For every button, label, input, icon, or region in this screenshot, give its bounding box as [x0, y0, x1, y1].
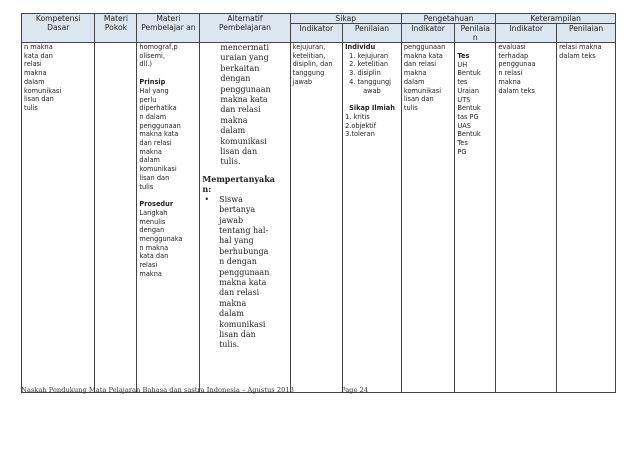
sikap-ilmiah-title: Sikap Ilmiah: [349, 104, 395, 113]
individu-title: Individu: [345, 43, 376, 51]
page-footer: [21, 386, 369, 394]
cell-pengetahuan-indikator: penggunaan makna kata dan relasi makna dalam komunikasi lisan dan tulis: [401, 43, 455, 393]
cell-sikap-indikator: kejujuran, ketelitian, disiplin, dan tanggung jawab: [290, 43, 342, 393]
cell-alternatif-pembelajaran: mencermati uraian yang berkaitan dengan penggunaan makna kata dan relasi makna dalam komunikasi lisan dan tulis. Mempertanyaka n: • Siswa bertanya jawab tentang hal- hal yang berhubunga n dengan penggunaan makna kata dan relasi makna dalam komunikasi lisan dan tulis.: [200, 43, 290, 393]
curriculum-table: [21, 13, 616, 393]
header-keterampilan-indikator: Indikator: [496, 24, 557, 43]
footer-text: Naskah Pendukung Mata Pelajaran Bahasa dan sastra Indonesia – Agustus 2013: [21, 386, 294, 394]
prinsip-title: Prinsip: [139, 78, 166, 87]
header-row-1: [22, 14, 616, 24]
mempertanyakan-title: Mempertanyaka n:: [202, 173, 275, 195]
page-number: Page 24: [341, 386, 369, 394]
header-alternatif-pembelajaran: Alternatif Pembelajaran: [200, 14, 290, 43]
cell-sikap-penilaian: Individu 1. kejujuran 2. ketelitian 3. disiplin 4. tanggungj awab Sikap Ilmiah 1. kritis 2.objektif 3.toleran: [343, 43, 402, 393]
header-sikap-indikator: Indikator: [290, 24, 342, 43]
header-keterampilan-penilaian: Penilaian: [557, 24, 616, 43]
header-materi-pokok: Materi Pokok: [95, 14, 137, 43]
header-keterampilan: Keterampilan: [496, 14, 616, 24]
header-kompetensi-dasar: Kompetensi Dasar: [22, 14, 95, 43]
list-item: • Siswa bertanya jawab tentang hal- hal yang berhubunga n dengan penggunaan makna kata dan relasi makna dalam komunikasi lisan dan tulis.: [204, 194, 270, 350]
header-sikap: Sikap: [290, 14, 401, 24]
prosedur-title: Prosedur: [139, 200, 174, 209]
table-row: [22, 43, 616, 393]
cell-keterampilan-indikator: evaluasi terhadap penggunaa n relasi makna dalam teks: [496, 43, 557, 393]
tes-title: Tes: [457, 52, 470, 60]
header-pengetahuan-penilaian: Penilaia n: [455, 24, 496, 43]
header-sikap-penilaian: Penilaian: [343, 24, 402, 43]
cell-materi-pembelajaran: homograf,p olisemi, dll.) Prinsip Hal yang perlu diperhatika n dalam penggunaan makna kata dan relasi makna dalam komunikasi lisan dan tulis Prosedur Langkah menulis dengan menggunaka n makna kata dan relasi makna: [137, 43, 200, 393]
header-pengetahuan: Pengetahuan: [401, 14, 495, 24]
cell-keterampilan-penilaian: relasi makna dalam teks: [557, 43, 616, 393]
bullet-icon: •: [204, 194, 210, 204]
header-materi-pembelajaran: Materi Pembelajar an: [137, 14, 200, 43]
header-pengetahuan-indikator: Indikator: [401, 24, 455, 43]
cell-kompetensi-dasar: n makna kata dan relasi makna dalam komunikasi lisan dan tulis: [22, 43, 95, 393]
cell-materi-pokok: [95, 43, 137, 393]
cell-pengetahuan-penilaian: Tes UH Bentuk tes Uraian UTS Bentuk tas PG UAS Bentuk Tes PG: [455, 43, 496, 393]
